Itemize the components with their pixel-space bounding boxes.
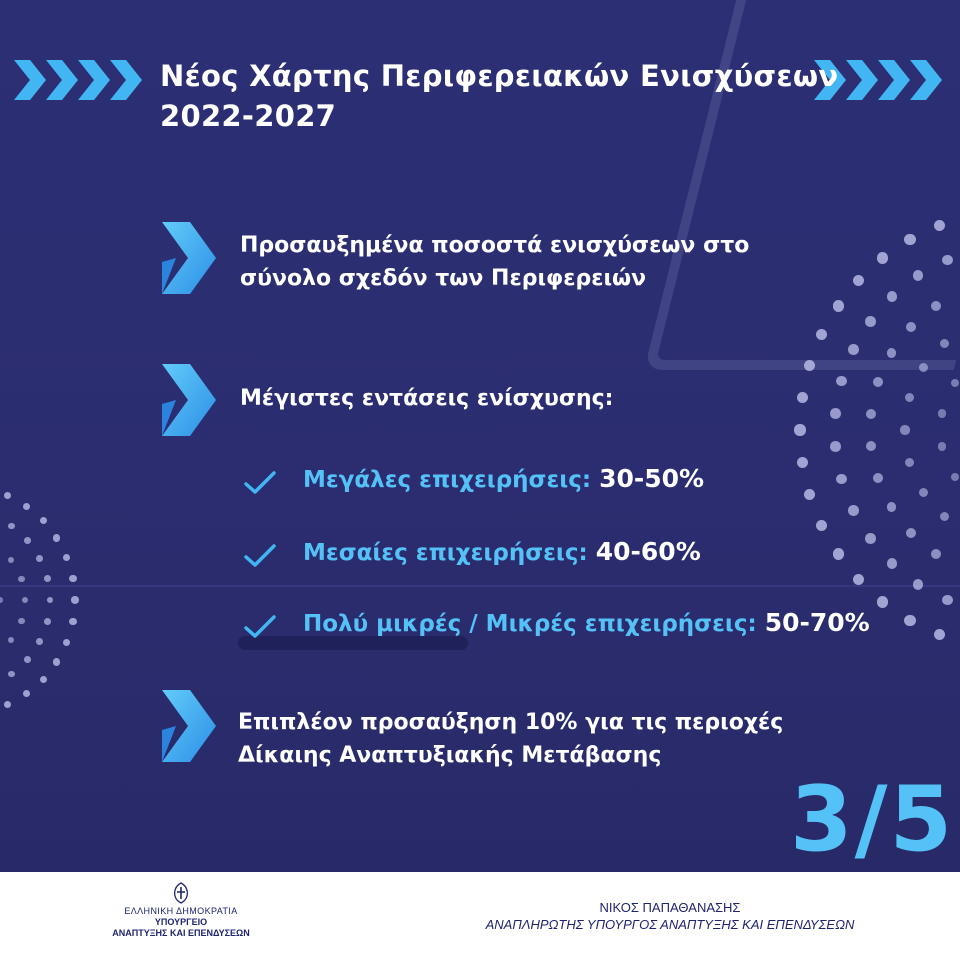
decor-dot xyxy=(904,615,915,626)
decor-dot xyxy=(873,377,883,387)
deputy-minister-signature xyxy=(470,900,870,933)
decor-dot xyxy=(44,575,51,582)
greek-crest-icon xyxy=(171,882,191,904)
title-line-1: Νέος Χάρτης Περιφερειακών Ενισχύσεων xyxy=(160,59,839,93)
intensity-medium xyxy=(303,537,701,568)
decor-dot xyxy=(44,618,51,625)
bullet-3-line-2: Δίκαιης Αναπτυξιακής Μετάβασης xyxy=(238,743,662,768)
decor-dot xyxy=(71,596,78,603)
decor-dot xyxy=(69,575,76,582)
decor-dot xyxy=(938,409,946,417)
bullet-2-line-1: Μέγιστες εντάσεις ενίσχυσης: xyxy=(240,386,614,411)
decor-dot xyxy=(18,618,24,624)
decor-dot xyxy=(940,339,949,348)
decor-dot xyxy=(24,656,31,663)
double-chevron-icon xyxy=(158,686,218,766)
decor-dot xyxy=(931,301,941,311)
intensity-label: Πολύ μικρές / Μικρές επιχειρήσεις: xyxy=(303,611,757,637)
bullet-1-line-1: Προσαυξημένα ποσοστά ενισχύσεων στο xyxy=(240,233,750,258)
intensity-label: Μεγάλες επιχειρήσεις: xyxy=(303,467,592,493)
decor-dot xyxy=(848,505,859,516)
bullet-text-3 xyxy=(238,706,783,772)
decor-dot xyxy=(24,537,31,544)
double-chevron-icon xyxy=(158,218,218,298)
footer xyxy=(0,872,960,960)
ministry-line-1: ΕΛΛΗΝΙΚΗ ΔΗΜΟΚΡΑΤΙΑ xyxy=(124,906,238,916)
decor-dot xyxy=(833,300,844,311)
bullet-1-line-2: σύνολο σχεδόν των Περιφερειών xyxy=(240,266,647,291)
decor-dot xyxy=(865,533,876,544)
decor-dot xyxy=(53,534,60,541)
decor-dot xyxy=(913,579,924,590)
intensity-value: 30-50% xyxy=(599,464,705,493)
check-icon xyxy=(244,470,276,496)
decor-dot xyxy=(36,555,43,562)
intensity-value: 40-60% xyxy=(595,537,701,566)
intensity-value: 50-70% xyxy=(764,608,870,637)
decor-dot xyxy=(877,252,888,263)
ministry-line-3: ΑΝΑΠΤΥΞΗΣ ΚΑΙ ΕΠΕΝΔΥΣΕΩΝ xyxy=(112,928,250,938)
decor-dot xyxy=(8,523,15,530)
decor-dot xyxy=(866,409,876,419)
decor-dot xyxy=(848,344,859,355)
decor-dot xyxy=(919,488,928,497)
decor-dot xyxy=(934,220,945,231)
decor-dot xyxy=(873,473,883,483)
decor-dot xyxy=(931,549,941,559)
ministry-line-2: ΥΠΟΥΡΓΕΙΟ xyxy=(154,917,208,927)
decor-dot xyxy=(900,425,909,434)
desk-edge-decoration xyxy=(0,585,960,587)
decor-dot xyxy=(804,360,815,371)
decor-dot xyxy=(69,618,76,625)
decor-dot xyxy=(836,376,847,387)
decor-dot xyxy=(833,548,844,559)
chevron-arrows-left-icon xyxy=(12,58,142,102)
slide-title xyxy=(160,56,838,136)
decor-dot xyxy=(904,234,915,245)
ministry-logo xyxy=(96,882,266,939)
decor-dot xyxy=(0,597,3,603)
decor-dot xyxy=(906,322,916,332)
decor-dot xyxy=(887,291,898,302)
decor-dot xyxy=(40,676,47,683)
decor-dot xyxy=(913,270,924,281)
decor-dot xyxy=(830,408,841,419)
decor-dot xyxy=(942,595,953,606)
decor-dot xyxy=(877,596,888,607)
decor-dot xyxy=(8,671,15,678)
title-line-2: 2022-2027 xyxy=(160,99,337,133)
decor-dot xyxy=(830,441,841,452)
minister-name: ΝΙΚΟΣ ΠΑΠΑΘΑΝΑΣΗΣ xyxy=(599,900,741,915)
page-indicator: 3/5 xyxy=(790,767,955,872)
intensity-label: Μεσαίες επιχειρήσεις: xyxy=(303,540,588,566)
decor-dot xyxy=(938,442,946,450)
bullet-text-1 xyxy=(240,229,749,295)
decor-dot xyxy=(942,255,953,266)
bullet-text-2 xyxy=(240,382,613,415)
double-chevron-icon xyxy=(158,360,218,440)
check-icon xyxy=(244,543,276,569)
decor-dot xyxy=(797,392,808,403)
decor-dot xyxy=(906,528,916,538)
decor-dot xyxy=(865,316,876,327)
decor-dot xyxy=(794,424,805,435)
check-icon xyxy=(244,614,276,640)
intensity-small xyxy=(303,608,870,639)
minister-role: ΑΝΑΠΛΗΡΩΤΗΣ ΥΠΟΥΡΓΟΣ ΑΝΑΠΤΥΞΗΣ ΚΑΙ ΕΠΕΝΔΥΣΕΩΝ xyxy=(485,917,855,932)
decor-dot xyxy=(866,441,876,451)
intensity-large xyxy=(303,464,704,495)
bullet-3-line-1: Επιπλέον προσαύξηση 10% για τις περιοχές xyxy=(238,710,784,735)
decor-dot xyxy=(887,348,897,358)
decor-dot xyxy=(18,576,24,582)
